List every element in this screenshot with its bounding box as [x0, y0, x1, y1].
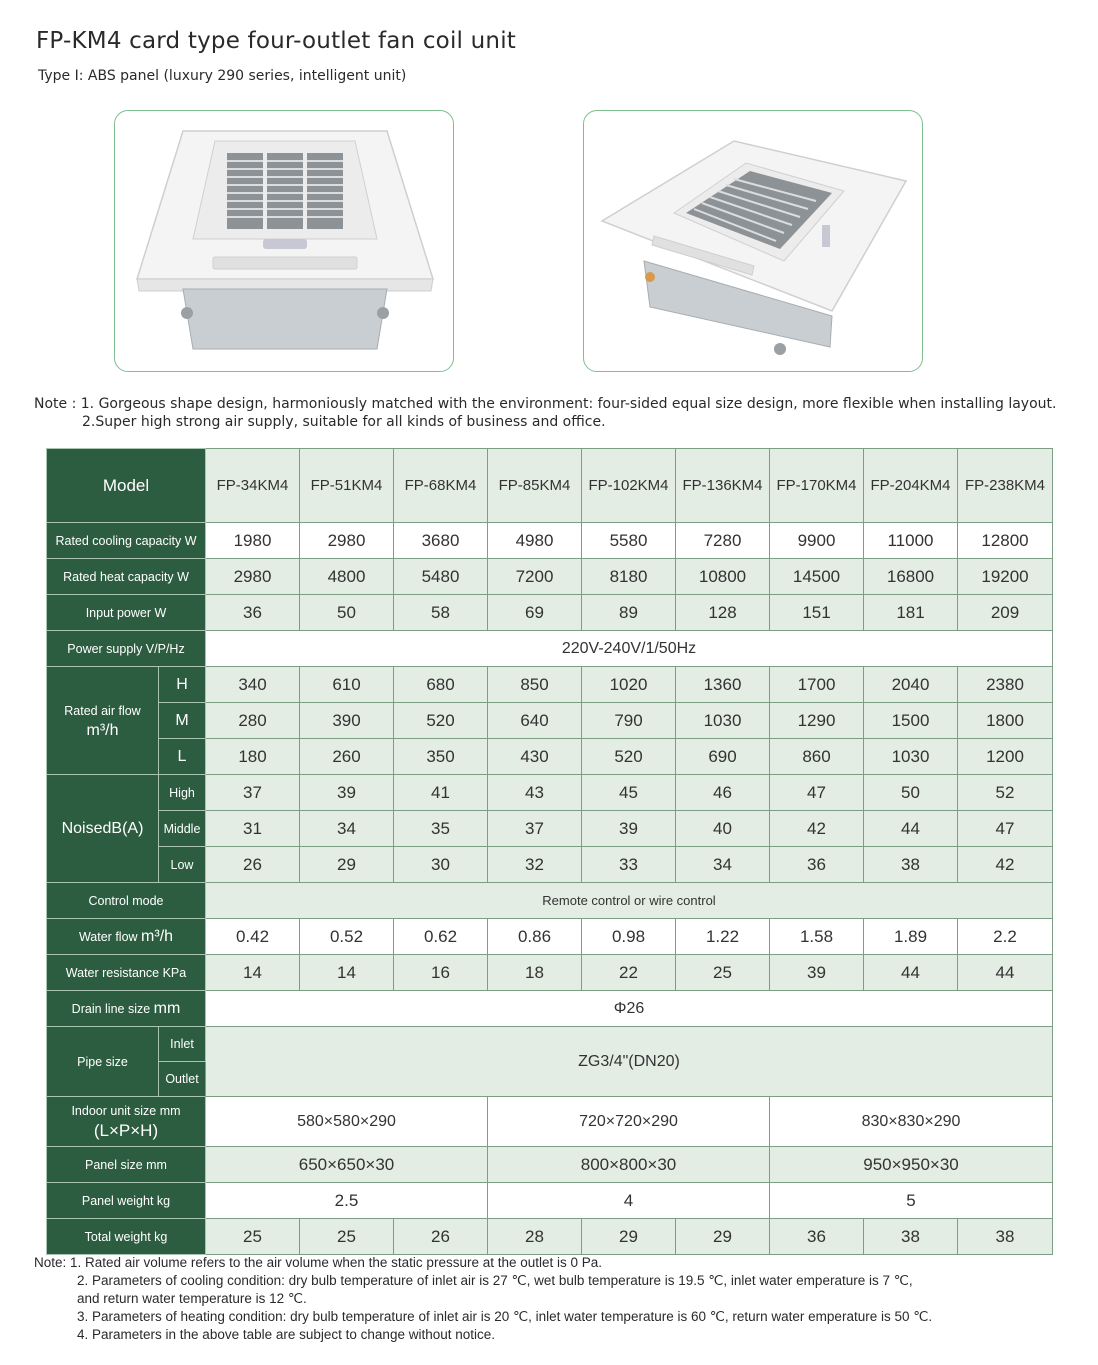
row-model	[47, 449, 1053, 523]
drain-label: Drain line size	[71, 1001, 151, 1016]
total-weight-value: 26	[394, 1219, 488, 1255]
airflow-l-label: L	[159, 739, 206, 775]
features-note	[34, 395, 1074, 431]
page-subtitle: Type I: ABS panel (luxury 290 series, intelligent unit)	[38, 68, 407, 84]
power-value: 209	[958, 595, 1053, 631]
panel-size-value: 650×650×30	[206, 1147, 488, 1183]
row-indoor-size	[47, 1097, 1053, 1147]
row-pipe-inlet	[47, 1027, 1053, 1062]
resistance-value: 14	[300, 955, 394, 991]
panel-weight-value: 2.5	[206, 1183, 488, 1219]
total-weight-value: 25	[206, 1219, 300, 1255]
cooling-value: 9900	[770, 523, 864, 559]
heat-value: 2980	[206, 559, 300, 595]
footnote-1: Note: 1. Rated air volume refers to the air volume when the static pressure at the outlet is 0 Pa.	[34, 1255, 603, 1270]
cooling-value: 2980	[300, 523, 394, 559]
airflow-h-value: 1020	[582, 667, 676, 703]
footnote-3: 3. Parameters of heating condition: dry bulb temperature of inlet air is 20 ℃, inlet water temperature is 60 ℃, return water emperature is 50 ℃.	[77, 1309, 933, 1324]
noise-low-value: 33	[582, 847, 676, 883]
cooling-value: 12800	[958, 523, 1053, 559]
noise-high-value: 46	[676, 775, 770, 811]
model-header: Model	[47, 449, 206, 523]
indoor-size-value: 580×580×290	[206, 1097, 488, 1147]
airflow-m-label: M	[159, 703, 206, 739]
row-supply	[47, 631, 1053, 667]
noise-header	[47, 775, 159, 883]
product-photo-front	[114, 110, 454, 372]
row-waterflow	[47, 919, 1053, 955]
waterflow-label: Water flow	[78, 929, 138, 944]
power-value: 128	[676, 595, 770, 631]
noise-high-value: 39	[300, 775, 394, 811]
power-value: 89	[582, 595, 676, 631]
noise-middle-value: 42	[770, 811, 864, 847]
heat-value: 10800	[676, 559, 770, 595]
resistance-value: 44	[864, 955, 958, 991]
waterflow-value: 0.98	[582, 919, 676, 955]
airflow-l-value: 350	[394, 739, 488, 775]
airflow-h-value: 850	[488, 667, 582, 703]
noise-middle-value: 39	[582, 811, 676, 847]
noise-high-value: 52	[958, 775, 1053, 811]
waterflow-value: 0.86	[488, 919, 582, 955]
airflow-h-value: 2040	[864, 667, 958, 703]
pipe-header: Pipe size	[47, 1027, 159, 1097]
airflow-m-value: 1500	[864, 703, 958, 739]
airflow-label: Rated air flow	[64, 703, 141, 718]
total-weight-value: 25	[300, 1219, 394, 1255]
cooling-value: 7280	[676, 523, 770, 559]
model-cell: FP-170KM4	[770, 449, 864, 523]
model-cell: FP-51KM4	[300, 449, 394, 523]
model-cell: FP-136KM4	[676, 449, 770, 523]
airflow-l-value: 520	[582, 739, 676, 775]
footnote-2: 2. Parameters of cooling condition: dry bulb temperature of inlet air is 27 ℃, wet bulb temperature is 19.5 ℃, inlet water emperature is 7 ℃,	[77, 1273, 913, 1288]
airflow-m-value: 1290	[770, 703, 864, 739]
row-noise-middle	[47, 811, 1053, 847]
total-weight-value: 38	[864, 1219, 958, 1255]
row-airflow-l	[47, 739, 1053, 775]
cooling-value: 11000	[864, 523, 958, 559]
panel-size-value: 950×950×30	[770, 1147, 1053, 1183]
row-airflow-h	[47, 667, 1053, 703]
noise-low-value: 26	[206, 847, 300, 883]
resistance-value: 44	[958, 955, 1053, 991]
control-header: Control mode	[47, 883, 206, 919]
noise-middle-value: 40	[676, 811, 770, 847]
airflow-m-value: 1030	[676, 703, 770, 739]
total-weight-value: 28	[488, 1219, 582, 1255]
footnote-2-cont: and return water temperature is 12 ℃.	[77, 1291, 307, 1306]
waterflow-value: 1.89	[864, 919, 958, 955]
row-panel-weight	[47, 1183, 1053, 1219]
airflow-h-value: 2380	[958, 667, 1053, 703]
features-note-line-1: Note : 1. Gorgeous shape design, harmoniously matched with the environment: four-sided equal size design, more flexible when installing layout.	[34, 396, 1057, 412]
drain-value: Φ26	[206, 991, 1053, 1027]
row-power	[47, 595, 1053, 631]
panel-weight-value: 5	[770, 1183, 1053, 1219]
row-airflow-m	[47, 703, 1053, 739]
airflow-h-value: 340	[206, 667, 300, 703]
noise-high-value: 43	[488, 775, 582, 811]
heat-header: Rated heat capacity W	[47, 559, 206, 595]
indoor-header	[47, 1097, 206, 1147]
noise-low-value: 30	[394, 847, 488, 883]
total-weight-value: 29	[676, 1219, 770, 1255]
cooling-value: 5580	[582, 523, 676, 559]
fan-coil-angled-image	[584, 111, 922, 371]
airflow-header	[47, 667, 159, 775]
cooling-value: 3680	[394, 523, 488, 559]
spec-table	[46, 448, 1053, 1255]
noise-high-value: 45	[582, 775, 676, 811]
power-value: 58	[394, 595, 488, 631]
indoor-label: Indoor unit size mm	[71, 1104, 181, 1118]
model-cell: FP-238KM4	[958, 449, 1053, 523]
panel-weight-header: Panel weight kg	[47, 1183, 206, 1219]
model-cell: FP-34KM4	[206, 449, 300, 523]
airflow-m-value: 390	[300, 703, 394, 739]
power-value: 50	[300, 595, 394, 631]
model-cell: FP-85KM4	[488, 449, 582, 523]
heat-value: 16800	[864, 559, 958, 595]
noise-unit: dB(A)	[102, 819, 144, 837]
noise-high-value: 37	[206, 775, 300, 811]
waterflow-value: 0.52	[300, 919, 394, 955]
airflow-l-value: 690	[676, 739, 770, 775]
power-value: 181	[864, 595, 958, 631]
cooling-value: 1980	[206, 523, 300, 559]
waterflow-header	[47, 919, 206, 955]
airflow-l-value: 430	[488, 739, 582, 775]
noise-middle-value: 47	[958, 811, 1053, 847]
model-cell: FP-204KM4	[864, 449, 958, 523]
airflow-h-value: 1700	[770, 667, 864, 703]
row-resistance	[47, 955, 1053, 991]
noise-low-value: 34	[676, 847, 770, 883]
total-weight-value: 29	[582, 1219, 676, 1255]
airflow-m-value: 1800	[958, 703, 1053, 739]
supply-header: Power supply V/P/Hz	[47, 631, 206, 667]
noise-low-label: Low	[159, 847, 206, 883]
resistance-header: Water resistance KPa	[47, 955, 206, 991]
airflow-l-value: 260	[300, 739, 394, 775]
noise-low-value: 36	[770, 847, 864, 883]
resistance-value: 39	[770, 955, 864, 991]
cooling-header: Rated cooling capacity W	[47, 523, 206, 559]
noise-middle-value: 31	[206, 811, 300, 847]
noise-middle-label: Middle	[159, 811, 206, 847]
airflow-l-value: 180	[206, 739, 300, 775]
footnote-4: 4. Parameters in the above table are subject to change without notice.	[77, 1327, 496, 1342]
noise-middle-value: 44	[864, 811, 958, 847]
airflow-m-value: 790	[582, 703, 676, 739]
row-total-weight	[47, 1219, 1053, 1255]
resistance-value: 22	[582, 955, 676, 991]
power-value: 36	[206, 595, 300, 631]
row-control	[47, 883, 1053, 919]
noise-low-value: 32	[488, 847, 582, 883]
noise-high-value: 41	[394, 775, 488, 811]
total-weight-value: 38	[958, 1219, 1053, 1255]
noise-high-label: High	[159, 775, 206, 811]
airflow-l-value: 860	[770, 739, 864, 775]
fan-coil-front-image	[115, 111, 453, 371]
noise-high-value: 50	[864, 775, 958, 811]
pipe-outlet-label: Outlet	[159, 1062, 206, 1097]
model-cell: FP-102KM4	[582, 449, 676, 523]
waterflow-value: 1.22	[676, 919, 770, 955]
row-panel-size	[47, 1147, 1053, 1183]
power-value: 151	[770, 595, 864, 631]
airflow-l-value: 1200	[958, 739, 1053, 775]
heat-value: 8180	[582, 559, 676, 595]
indoor-size-value: 830×830×290	[770, 1097, 1053, 1147]
heat-value: 14500	[770, 559, 864, 595]
row-noise-low	[47, 847, 1053, 883]
drain-unit: mm	[153, 999, 181, 1017]
total-weight-value: 36	[770, 1219, 864, 1255]
airflow-m-value: 520	[394, 703, 488, 739]
page-title: FP-KM4 card type four-outlet fan coil unit	[36, 28, 517, 54]
noise-low-value: 38	[864, 847, 958, 883]
airflow-h-value: 680	[394, 667, 488, 703]
airflow-h-label: H	[159, 667, 206, 703]
row-drain	[47, 991, 1053, 1027]
row-noise-high	[47, 775, 1053, 811]
indoor-sub-label: (L×P×H)	[93, 1121, 159, 1140]
power-value: 69	[488, 595, 582, 631]
noise-middle-value: 37	[488, 811, 582, 847]
cooling-value: 4980	[488, 523, 582, 559]
heat-value: 5480	[394, 559, 488, 595]
pipe-inlet-label: Inlet	[159, 1027, 206, 1062]
airflow-h-value: 1360	[676, 667, 770, 703]
waterflow-value: 0.62	[394, 919, 488, 955]
airflow-l-value: 1030	[864, 739, 958, 775]
heat-value: 7200	[488, 559, 582, 595]
model-cell: FP-68KM4	[394, 449, 488, 523]
airflow-m-value: 640	[488, 703, 582, 739]
resistance-value: 25	[676, 955, 770, 991]
panel-size-header: Panel size mm	[47, 1147, 206, 1183]
product-photo-angled	[583, 110, 923, 372]
pipe-value: ZG3/4"(DN20)	[206, 1027, 1053, 1097]
panel-size-value: 800×800×30	[488, 1147, 770, 1183]
resistance-value: 16	[394, 955, 488, 991]
noise-label: Noise	[61, 819, 103, 837]
features-note-line-2: 2.Super high strong air supply, suitable for all kinds of business and office.	[82, 414, 606, 430]
waterflow-value: 0.42	[206, 919, 300, 955]
noise-high-value: 47	[770, 775, 864, 811]
total-weight-header: Total weight kg	[47, 1219, 206, 1255]
indoor-size-value: 720×720×290	[488, 1097, 770, 1147]
row-heat	[47, 559, 1053, 595]
supply-value: 220V-240V/1/50Hz	[206, 631, 1053, 667]
drain-header	[47, 991, 206, 1027]
power-header: Input power W	[47, 595, 206, 631]
noise-middle-value: 35	[394, 811, 488, 847]
resistance-value: 18	[488, 955, 582, 991]
waterflow-unit: m³/h	[141, 927, 174, 945]
airflow-h-value: 610	[300, 667, 394, 703]
control-value: Remote control or wire control	[206, 883, 1053, 919]
airflow-m-value: 280	[206, 703, 300, 739]
row-cooling	[47, 523, 1053, 559]
airflow-unit: m³/h	[86, 721, 119, 739]
footnotes	[34, 1254, 1084, 1344]
noise-low-value: 42	[958, 847, 1053, 883]
waterflow-value: 2.2	[958, 919, 1053, 955]
waterflow-value: 1.58	[770, 919, 864, 955]
panel-weight-value: 4	[488, 1183, 770, 1219]
heat-value: 19200	[958, 559, 1053, 595]
noise-middle-value: 34	[300, 811, 394, 847]
heat-value: 4800	[300, 559, 394, 595]
noise-low-value: 29	[300, 847, 394, 883]
resistance-value: 14	[206, 955, 300, 991]
